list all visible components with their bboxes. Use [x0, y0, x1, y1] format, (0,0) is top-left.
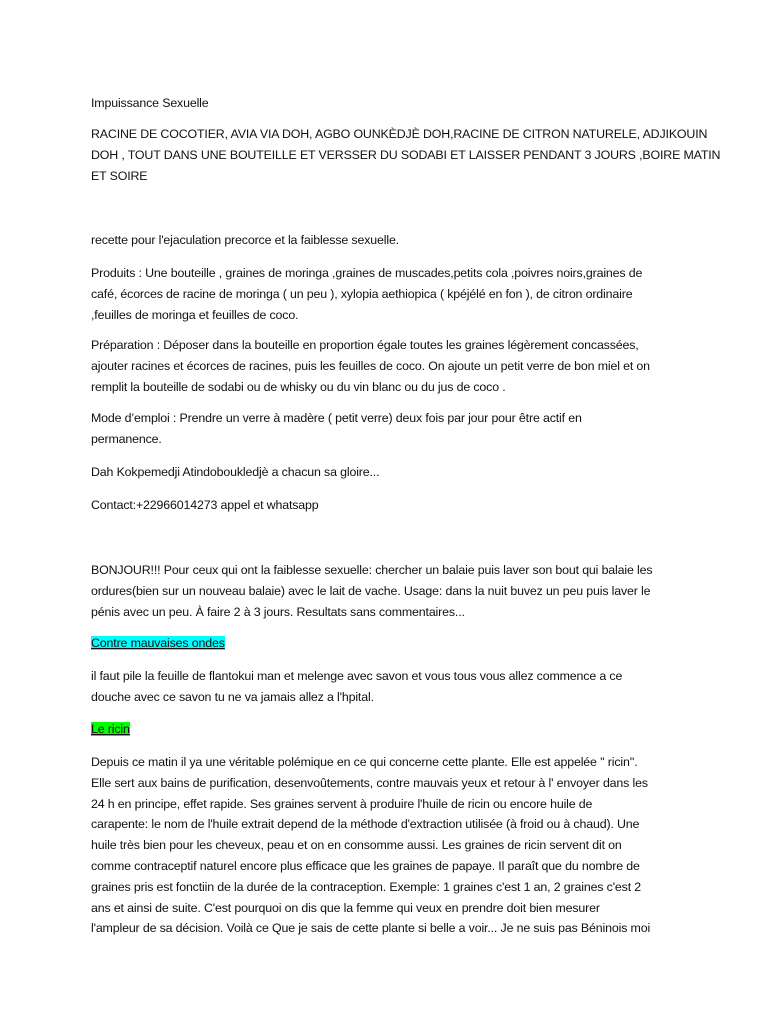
paragraph-racine: RACINE DE COCOTIER, AVIA VIA DOH, AGBO OUNKÈDJÈ DOH,RACINE DE CITRON NATURELE, ADJIKOUIN DOH , TOUT DANS UNE BOUTEILLE ET VERSSER DU SODABI ET LAISSER PENDANT 3 JOURS ,BOIRE MATIN ET SOIRE — [91, 127, 721, 183]
paragraph-mode-emploi: Mode d’emploi : Prendre un verre à madère ( petit verre) deux fois par jour pour être actif en permanence. — [91, 411, 582, 446]
paragraph-recette: recette pour l'ejaculation precorce et la faiblesse sexuelle. — [91, 233, 399, 247]
paragraph-signature: Dah Kokpemedji Atindoboukledjè a chacun sa gloire... — [91, 465, 380, 479]
paragraph-ondes: il faut pile la feuille de flantokui man et melenge avec savon et vous tous vous allez commence a ce douche avec ce savon tu ne va jamais allez a l'hpital. — [91, 669, 623, 704]
paragraph-bonjour: BONJOUR!!! Pour ceux qui ont la faiblesse sexuelle: chercher un balaie puis laver son bout qui balaie les ordures(bien sur un nouveau balaie) avec le lait de vache. Usage: dans la nuit buvez un peu puis laver le pénis avec un peu. À faire 2 à 3 jours. Resultats sans commentaires... — [91, 563, 653, 619]
heading-le-ricin: Le ricin — [91, 722, 130, 736]
document-title: Impuissance Sexuelle — [91, 96, 209, 110]
paragraph-ricin: Depuis ce matin il ya une véritable polémique en ce qui concerne cette plante. Elle est appelée '' ricin''. Elle sert aux bains de purification, desenvoûtements, contre mauvais yeux et retour à l' envoyer dans les 24 h en principe, effet rapide. Ses graines servent à produire l'huile de ricin ou encore huile de carapente: le nom de l'huile extrait depend de la méthode d'extraction utilisée (à froid ou à chaud). Une huile très bien pour les cheveux, peau et on en consomme aussi. Les graines de ricin servent dit on comme contraceptif naturel encore plus efficace que les graines de papaye. Il paraît que du nombre de graines pris est fonctiin de la durée de la contraception. Exemple: 1 graines c'est 1 an, 2 graines c'est 2 ans et ainsi de suite. C'est pourquoi on dis que la femme qui veux en prendre doit bien mesurer l'ampleur de sa décision. Voilà ce Que je sais de cette plante si belle a voir... Je ne suis pas Béninois moi — [91, 755, 651, 936]
paragraph-preparation: Préparation : Déposer dans la bouteille en proportion égale toutes les graines légèrement concassées, ajouter racines et écorces de racines, puis les feuilles de coco. On ajoute un petit verre de bon miel et on remplit la bouteille de sodabi ou de whisky ou du vin blanc ou du jus de coco . — [91, 338, 650, 394]
heading-contre-mauvaises-ondes: Contre mauvaises ondes — [91, 636, 225, 650]
paragraph-produits: Produits : Une bouteille , graines de moringa ,graines de muscades,petits cola ,poivres noirs,graines de café, écorces de racine de moringa ( un peu ), xylopia aethiopica ( kpéjélé en fon ), de citron ordinaire ,feuilles de moringa et feuilles de coco. — [91, 266, 643, 322]
paragraph-contact: Contact:+22966014273 appel et whatsapp — [91, 498, 319, 512]
